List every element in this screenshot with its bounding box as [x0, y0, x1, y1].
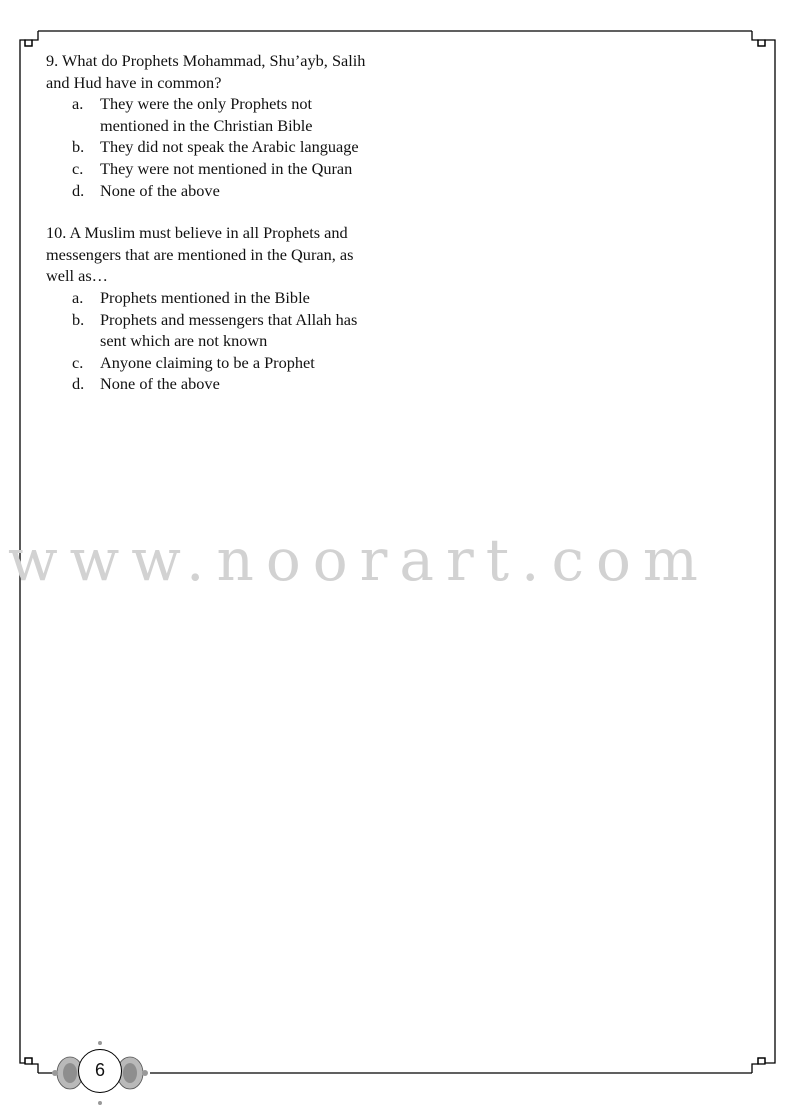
option-item: [46, 136, 376, 158]
options-list: [46, 93, 376, 201]
option-text: They did not speak the Arabic language: [100, 137, 359, 157]
option-item: [46, 352, 376, 374]
option-item: [46, 93, 376, 136]
option-letter: b.: [72, 137, 85, 157]
option-item: [46, 158, 376, 180]
option-item: [46, 309, 376, 352]
option-letter: a.: [72, 94, 84, 114]
option-text: They were the only Prophets not mentioned in the Christian Bible: [100, 94, 313, 135]
option-letter: a.: [72, 287, 84, 307]
watermark: www.noorart.com: [8, 526, 710, 594]
question-text: 10. A Muslim must believe in all Prophets and messengers that are mentioned in the Quran, as well as…: [46, 223, 354, 286]
option-letter: c.: [72, 158, 84, 178]
option-item: [46, 373, 376, 395]
question-10: [46, 222, 376, 395]
option-item: [46, 180, 376, 202]
option-letter: c.: [72, 352, 84, 372]
option-text: None of the above: [100, 374, 220, 394]
page-number: 6: [78, 1049, 122, 1093]
option-text: Prophets and messengers that Allah has sent which are not known: [100, 309, 358, 351]
question-9: [46, 50, 376, 201]
option-text: None of the above: [100, 180, 220, 200]
quiz-content: [46, 50, 376, 416]
question-text: 9. What do Prophets Mohammad, Shu’ayb, Salih and Hud have in common?: [46, 51, 366, 92]
option-text: Prophets mentioned in the Bible: [100, 287, 310, 307]
option-letter: b.: [72, 309, 85, 329]
options-list: [46, 287, 376, 395]
option-item: [46, 287, 376, 309]
option-letter: d.: [72, 374, 85, 394]
option-letter: d.: [72, 180, 85, 200]
option-text: They were not mentioned in the Quran: [100, 158, 353, 178]
option-text: Anyone claiming to be a Prophet: [100, 352, 315, 372]
